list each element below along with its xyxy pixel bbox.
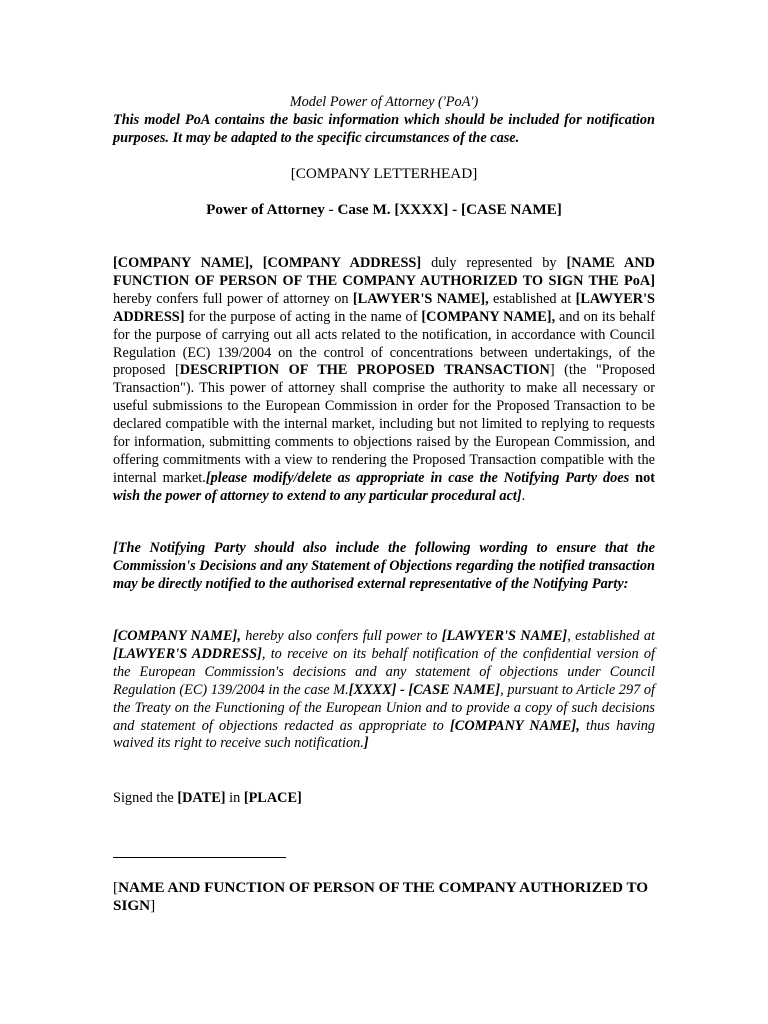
lawyer-name-placeholder: [LAWYER'S NAME] [441, 628, 568, 644]
company-name-placeholder: [COMPANY NAME] [113, 255, 250, 271]
signatory-placeholder: [NAME AND FUNCTION OF PERSON OF THE COMPANY AUTHORIZED TO SIGN THE PoA] [113, 255, 655, 289]
body-text: hereby also confers full power to [240, 628, 442, 644]
lawyer-name-placeholder: [LAWYER'S NAME], [352, 290, 489, 307]
body-text: thus having waived its right to receive such notification. [113, 717, 655, 752]
main-paragraph [113, 255, 655, 506]
poa-title-text: Power of Attorney - Case M. [XXXX] - [CASE NAME] [206, 201, 562, 218]
optional-wording-paragraph [113, 628, 655, 753]
body-text: , to receive on its behalf notification of the confidential version of the European Commission's decisions and any statement of objections under Council Regulation (EC) 139/2004 in the case M. [113, 645, 656, 698]
body-text: , pursuant to Article 297 of the Treaty on the Functioning of the European Union and to provide a copy of such decisions and statement of objections redacted as appropriate to [113, 681, 655, 734]
poa-title [113, 201, 655, 219]
body-text: duly represented by [421, 255, 567, 271]
body-text: Signed the [113, 790, 178, 806]
lawyer-address-placeholder: [LAWYER'S ADDRESS] [113, 645, 262, 662]
place-placeholder: [PLACE] [243, 790, 302, 806]
body-text: in [225, 790, 244, 806]
company-name-placeholder: [COMPANY NAME], [421, 308, 556, 325]
date-placeholder: [DATE] [177, 790, 226, 806]
body-text: for the purpose of acting in the name of [184, 308, 422, 325]
model-title [113, 94, 655, 112]
transaction-description-placeholder: DESCRIPTION OF THE PROPOSED TRANSACTION [179, 362, 550, 379]
bracket-text: ] [150, 896, 156, 914]
body-text: , established at [567, 628, 655, 644]
body-text: established at [488, 290, 576, 307]
instruction-text: [The Notifying Party should also include the following wording to ensure that the Commission's Decisions and any Statement of Objections regarding the notified transaction may be directly notified to the authorised external representative of the Notifying Party: [113, 540, 655, 592]
model-title-text: Model Power of Attorney ('PoA') [289, 94, 479, 110]
lawyer-address-placeholder: [LAWYER'S ADDRESS] [113, 290, 656, 325]
drafting-note-not: not [635, 469, 655, 486]
drafting-note: [please modify/delete as appropriate in case the Notifying Party does [205, 469, 636, 486]
body-text: . [521, 487, 526, 504]
letterhead-text: [COMPANY LETTERHEAD] [290, 165, 478, 182]
drafting-note: wish the power of attorney to extend to any particular procedural act] [113, 487, 522, 504]
model-intro-text: This model PoA contains the basic information which should be included for notification purposes. It may be adapted to the specific circumstances of the case. [113, 112, 655, 146]
bracket-text: [ [113, 879, 119, 896]
model-intro [113, 112, 655, 148]
body-text: and on its behalf for the purpose of carrying out all acts related to the notification, in accordance with Council Regulation (EC) 139/2004 on the control of concentrations between undertakings, of the proposed [113, 308, 655, 379]
signatory-block [113, 879, 655, 915]
company-name-placeholder: [COMPANY NAME], [450, 717, 580, 734]
company-address-placeholder: [COMPANY ADDRESS] [262, 255, 422, 271]
case-reference-placeholder: [XXXX] - [CASE NAME] [348, 681, 501, 698]
signatory-name-placeholder: NAME AND FUNCTION OF PERSON OF THE COMPANY AUTHORIZED TO SIGN [113, 879, 649, 914]
instruction-paragraph [113, 540, 655, 594]
closing-bracket: ] [363, 735, 369, 752]
company-letterhead [113, 165, 655, 183]
company-name-placeholder: [COMPANY NAME], [113, 628, 241, 644]
body-text: hereby confers full power of attorney on [113, 290, 353, 307]
body-text: (the "Proposed Transaction"). This power of attorney shall comprise the authority to make all necessary or useful submissions to the European Commission in order for the Proposed Transaction to be declared compatible with the internal market, including but not limited to replying to requests for information, submitting comments to objections raised by the European Commission, and offering commitments with a view to rendering the Proposed Transaction compatible with the internal market. [113, 362, 655, 486]
bracket-text: ] [549, 362, 555, 379]
signature-line [113, 857, 286, 858]
separator-text: , [249, 255, 263, 271]
signed-line [113, 790, 655, 808]
bracket-text: [ [174, 362, 180, 379]
